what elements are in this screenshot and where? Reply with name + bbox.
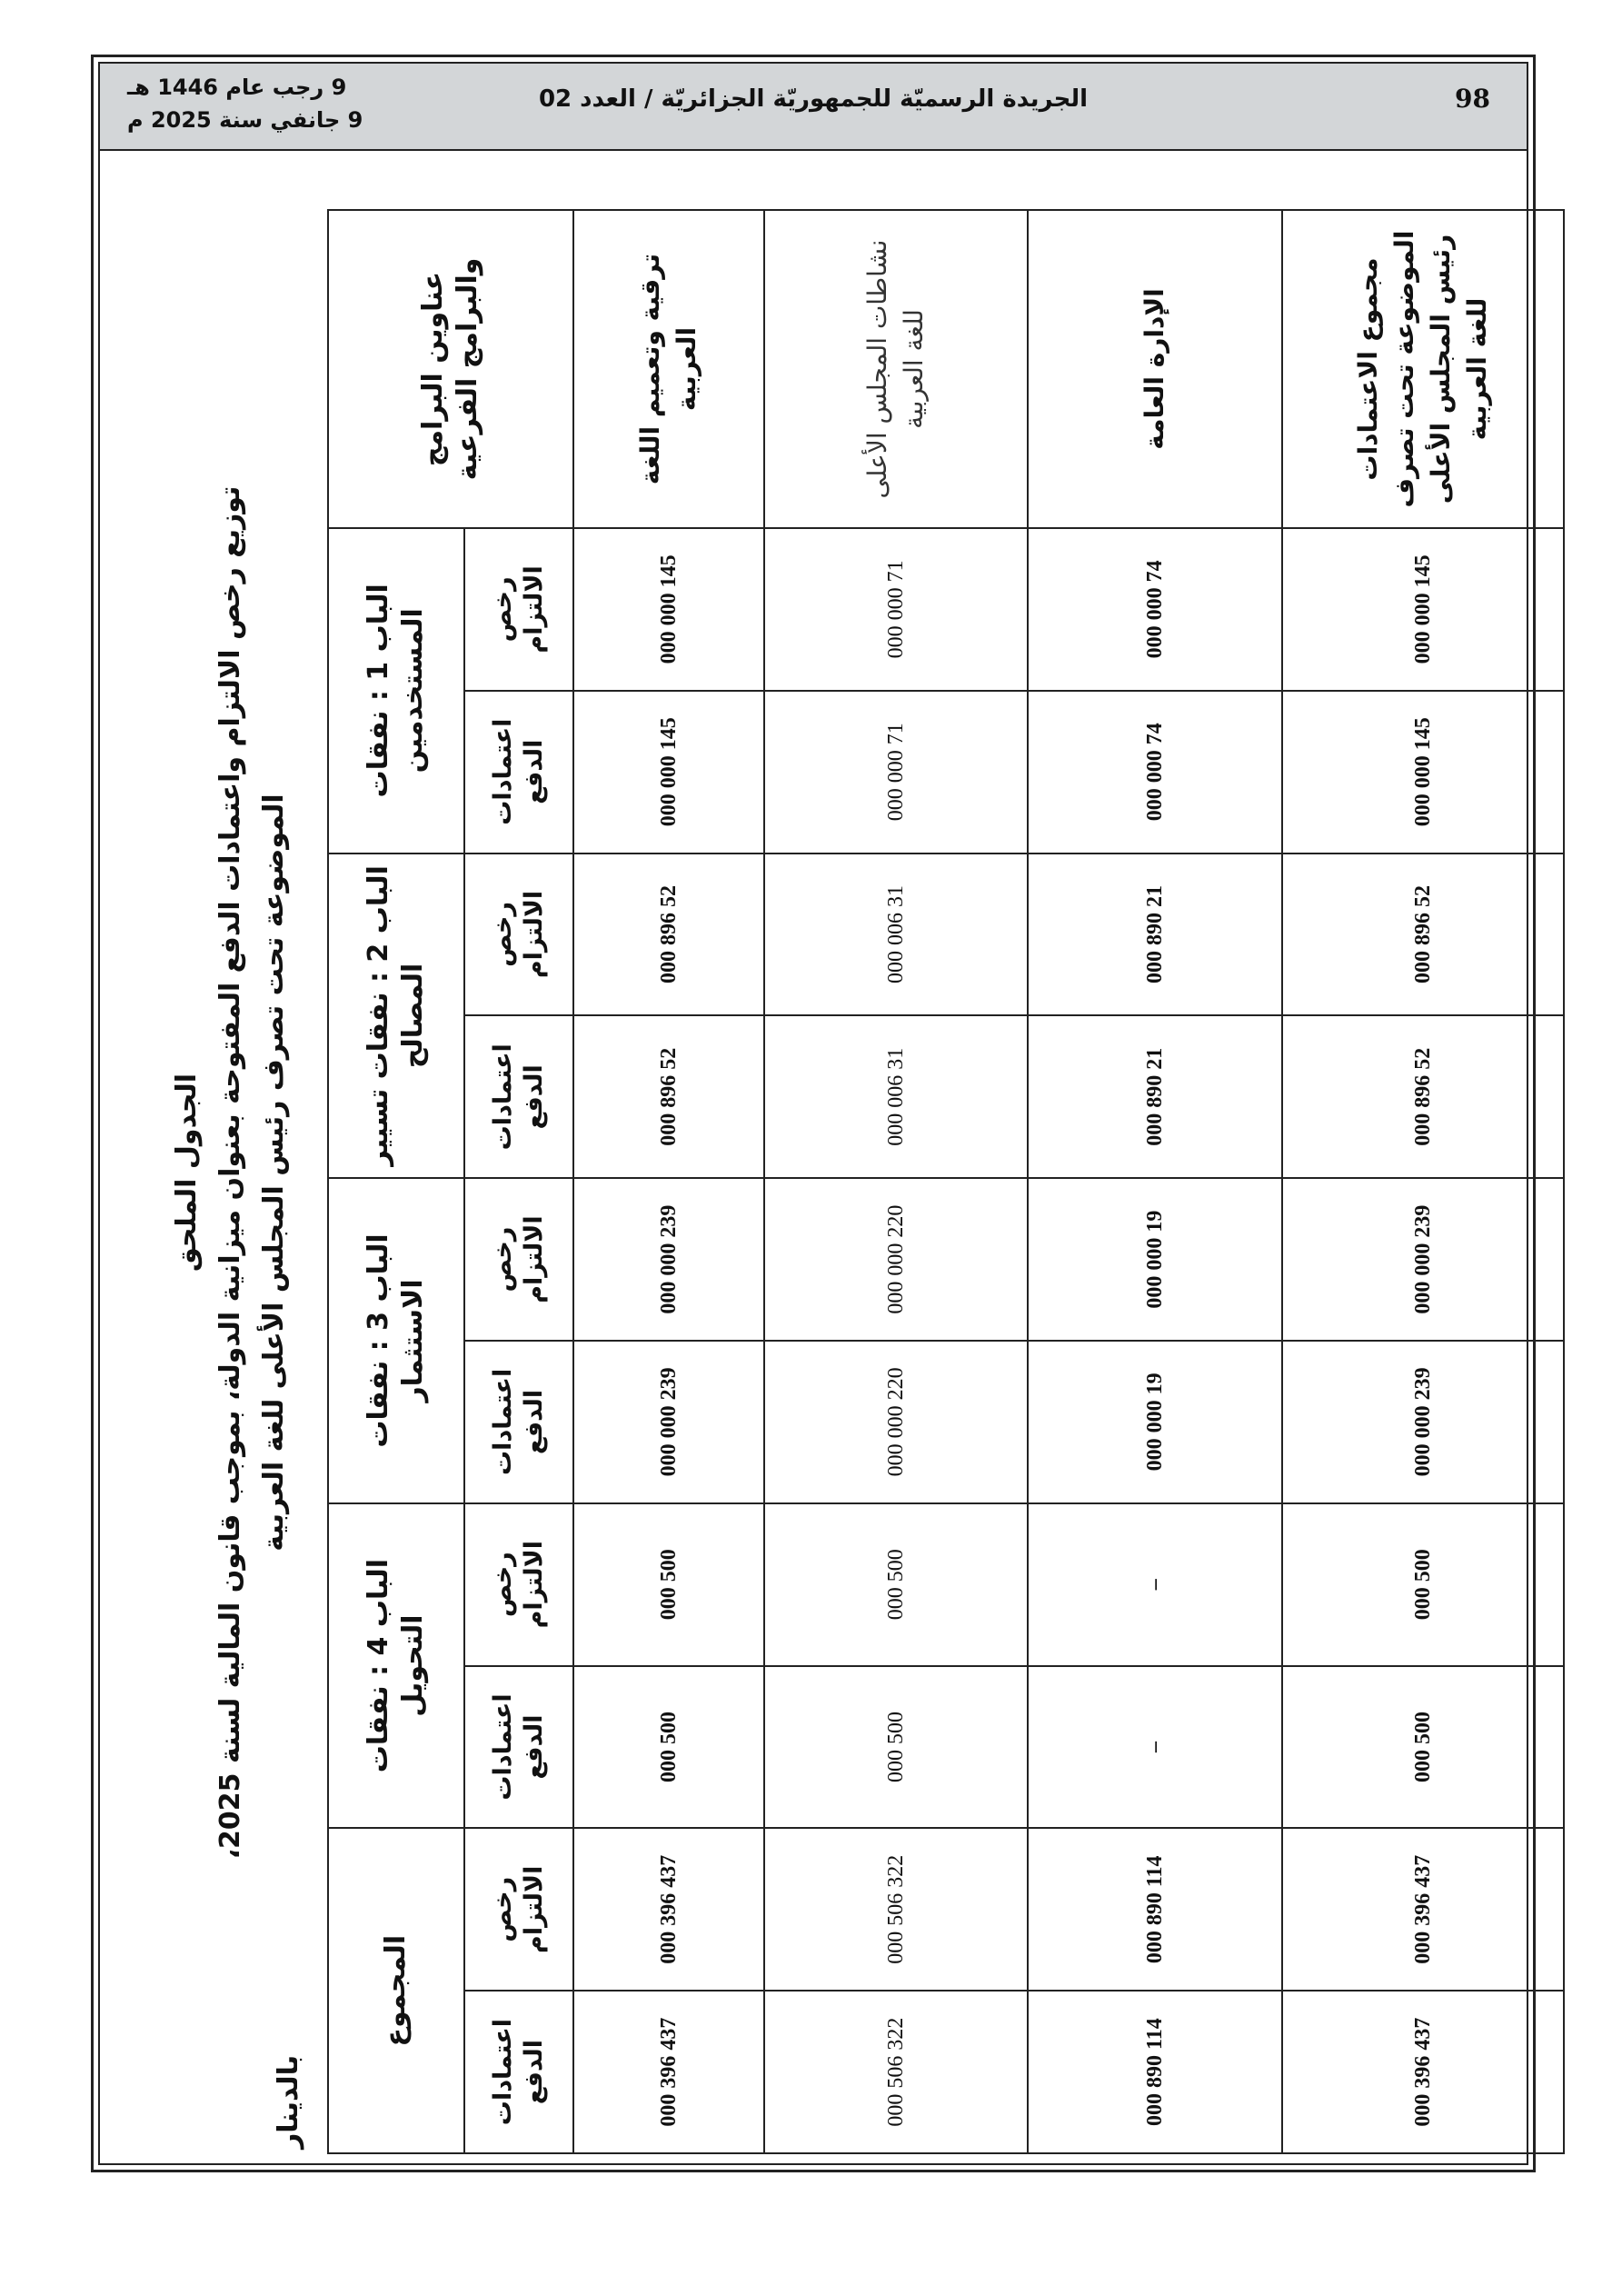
page-number: 98 <box>1455 84 1490 114</box>
table-body <box>573 210 1564 2153</box>
header-group-total: المجموع <box>328 1828 464 2153</box>
sub-commit: رخص الالتزام <box>464 1503 573 1666</box>
amount-cell: 19 000 000 <box>1028 1178 1282 1341</box>
header-group-3: الباب 3 : نفقات الاستثمار <box>328 1178 464 1503</box>
header-group-4: الباب 4 : نفقات التحويل <box>328 1503 464 1829</box>
allocation-table <box>327 209 1565 2154</box>
table-row <box>573 210 764 2153</box>
amount-cell: 52 896 000 <box>573 1015 764 1178</box>
amount-cell: 31 006 000 <box>764 1015 1028 1178</box>
amount-cell: 145 000 000 <box>1282 528 1564 691</box>
amount-cell: 31 006 000 <box>764 854 1028 1016</box>
sub-commit: رخص الالتزام <box>464 854 573 1016</box>
amount-cell: 52 896 000 <box>573 854 764 1016</box>
header-group-1: الباب 1 : نفقات المستخدمين <box>328 528 464 854</box>
gazette-title: الجريدة الرسميّة للجمهوريّة الجزائريّة / العدد 02 <box>538 85 1089 113</box>
program-title: ترقية وتعميم اللغة العربية <box>573 210 764 528</box>
sub-commit: رخص الالتزام <box>464 1178 573 1341</box>
amount-cell: 74 000 000 <box>1028 691 1282 854</box>
amount-cell: 71 000 000 <box>764 691 1028 854</box>
header-group-2: الباب 2 : نفقات تسيير المصالح <box>328 854 464 1179</box>
program-title: الإدارة العامة <box>1028 210 1282 528</box>
amount-cell: 500 000 <box>573 1666 764 1829</box>
amount-cell: 19 000 000 <box>1028 1341 1282 1503</box>
amount-cell: 500 000 <box>1282 1503 1564 1666</box>
program-title: مجموع الاعتمادات الموضوعة تحت تصرف رئيس المجلس الأعلى للغة العربية <box>1282 210 1564 528</box>
amount-cell: 500 000 <box>573 1503 764 1666</box>
currency-unit: بالدينار <box>273 2054 304 2149</box>
amount-cell: 500 000 <box>1282 1666 1564 1829</box>
amount-cell: 437 396 000 <box>1282 1828 1564 1991</box>
amount-cell: 437 396 000 <box>573 1991 764 2153</box>
sub-payment: اعتمادات الدفع <box>464 1666 573 1829</box>
amount-cell: 114 890 000 <box>1028 1828 1282 1991</box>
table-row <box>764 210 1028 2153</box>
sub-payment: اعتمادات الدفع <box>464 691 573 854</box>
table-row <box>1282 210 1564 2153</box>
amount-cell: 239 000 000 <box>1282 1178 1564 1341</box>
amount-cell: 500 000 <box>764 1666 1028 1829</box>
amount-cell: 145 000 000 <box>1282 691 1564 854</box>
amount-cell: 239 000 000 <box>573 1178 764 1341</box>
amount-cell: 114 890 000 <box>1028 1991 1282 2153</box>
annex-heading: الجدول الملحق <box>171 1073 203 1273</box>
table-row <box>1028 210 1282 2153</box>
page-header <box>100 64 1527 151</box>
amount-cell: – <box>1028 1503 1282 1666</box>
amount-cell: – <box>1028 1666 1282 1829</box>
amount-cell: 21 890 000 <box>1028 854 1282 1016</box>
amount-cell: 322 506 000 <box>764 1991 1028 2153</box>
amount-cell: 437 396 000 <box>1282 1991 1564 2153</box>
date-hijri: 9 رجب عام 1446 هـ <box>127 75 347 100</box>
amount-cell: 220 000 000 <box>764 1178 1028 1341</box>
rotated-annex <box>145 191 1581 2154</box>
date-gregorian: 9 جانفي سنة 2025 م <box>127 107 363 133</box>
amount-cell: 21 890 000 <box>1028 1015 1282 1178</box>
sub-commit: رخص الالتزام <box>464 528 573 691</box>
sub-payment: اعتمادات الدفع <box>464 1341 573 1503</box>
amount-cell: 74 000 000 <box>1028 528 1282 691</box>
amount-cell: 500 000 <box>764 1503 1028 1666</box>
amount-cell: 239 000 000 <box>573 1341 764 1503</box>
sub-commit: رخص الالتزام <box>464 1828 573 1991</box>
amount-cell: 145 000 000 <box>573 528 764 691</box>
program-title: نشاطات المجلس الأعلى للغة العربية <box>764 210 1028 528</box>
amount-cell: 71 000 000 <box>764 528 1028 691</box>
amount-cell: 52 896 000 <box>1282 854 1564 1016</box>
sub-payment: اعتمادات الدفع <box>464 1991 573 2153</box>
amount-cell: 437 396 000 <box>573 1828 764 1991</box>
amount-cell: 239 000 000 <box>1282 1341 1564 1503</box>
annex-title-line2: الموضوعة تحت تصرف رئيس المجلس الأعلى للغة العربية <box>258 794 290 1552</box>
sub-payment: اعتمادات الدفع <box>464 1015 573 1178</box>
issue-date <box>127 71 363 136</box>
header-programs: عناوين البرامج والبرامج الفرعية <box>328 210 573 528</box>
amount-cell: 145 000 000 <box>573 691 764 854</box>
amount-cell: 52 896 000 <box>1282 1015 1564 1178</box>
amount-cell: 220 000 000 <box>764 1341 1028 1503</box>
table-header-row <box>328 210 464 2153</box>
annex-title-line1: توزيع رخص الالتزام واعتمادات الدفع المفتوحة بعنوان ميزانية الدولة، بموجب قانون المالية لسنة 2025، <box>214 485 246 1860</box>
amount-cell: 322 506 000 <box>764 1828 1028 1991</box>
